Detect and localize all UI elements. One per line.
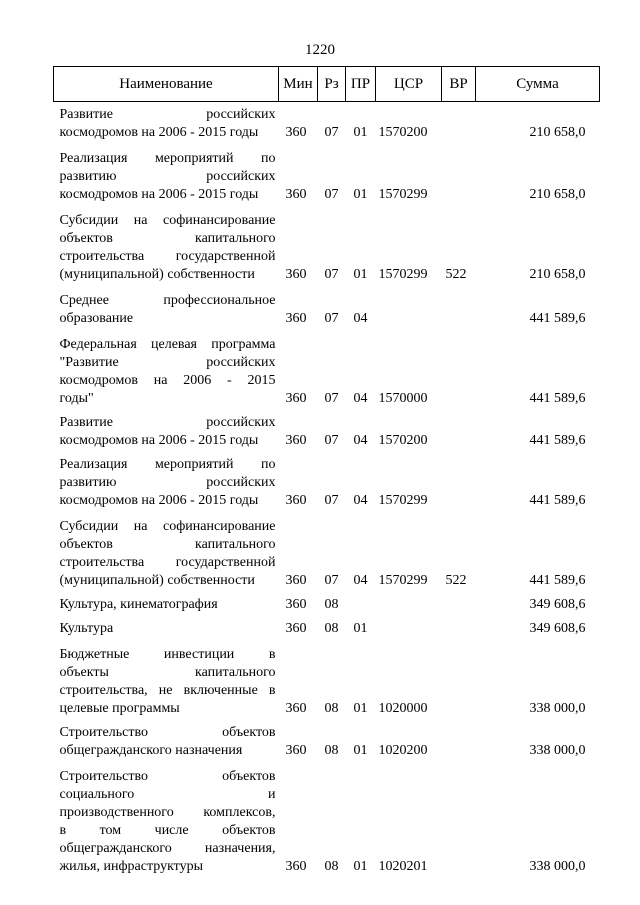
row-vr — [442, 142, 476, 204]
row-name-line: космодромов на 2006 - 2015 годы — [59, 125, 259, 140]
row-pr: 04 — [353, 573, 368, 588]
row-name-line: Культура — [59, 621, 114, 636]
row-name-line: Среднее профессиональное — [59, 293, 276, 308]
table-row — [54, 328, 600, 408]
row-name-line: строительства государственной — [59, 249, 276, 264]
row-vr — [442, 718, 476, 760]
row-csr: 1020200 — [378, 743, 428, 758]
row-min: 360 — [285, 859, 307, 874]
row-min: 360 — [285, 267, 307, 282]
row-name-line: Бюджетные инвестиции в — [59, 647, 276, 662]
row-name-line: строительства, не включенные в — [59, 683, 276, 698]
row-name-line: Субсидии на софинансирование — [59, 213, 276, 228]
row-name-line: Культура, кинематография — [59, 597, 218, 612]
row-vr — [442, 284, 476, 328]
row-csr — [376, 284, 442, 328]
row-name-line: производственного комплексов, — [59, 805, 276, 820]
row-sum: 349 608,6 — [529, 597, 586, 612]
row-name-line: Реализация мероприятий по — [59, 457, 276, 472]
row-pr: 01 — [353, 859, 368, 874]
row-rz: 07 — [324, 433, 339, 448]
row-csr: 1020201 — [378, 859, 428, 874]
row-pr: 04 — [353, 433, 368, 448]
row-name-line: Развитие российских — [59, 107, 276, 122]
row-name-line: космодромов на 2006 - 2015 годы — [59, 493, 259, 508]
row-csr: 1570000 — [378, 391, 428, 406]
row-vr — [442, 638, 476, 718]
row-name — [54, 284, 279, 328]
row-name-line: в том числе объектов — [59, 823, 276, 838]
row-pr: 01 — [353, 125, 368, 140]
row-name-line: (муниципальной) собственности — [59, 267, 255, 282]
row-csr: 1020000 — [378, 701, 428, 716]
row-pr: 01 — [353, 743, 368, 758]
row-name-line: Строительство объектов — [59, 769, 276, 784]
row-name-line: Реализация мероприятий по — [59, 151, 276, 166]
table-row — [54, 142, 600, 204]
row-name-line: космодромов на 2006 - 2015 годы — [59, 187, 259, 202]
row-rz: 07 — [324, 125, 339, 140]
row-min: 360 — [285, 187, 307, 202]
row-name-line: строительства государственной — [59, 555, 276, 570]
row-name-line: жилья, инфраструктуры — [59, 859, 204, 874]
row-name — [54, 590, 279, 614]
row-sum: 441 589,6 — [529, 433, 586, 448]
row-name-line: образование — [59, 311, 134, 326]
budget-table — [53, 66, 600, 876]
row-name — [54, 760, 279, 876]
table-row — [54, 718, 600, 760]
row-pr: 04 — [353, 493, 368, 508]
table-row — [54, 614, 600, 638]
row-name-line: объектов капитального — [59, 231, 276, 246]
table-row — [54, 204, 600, 284]
row-sum: 210 658,0 — [529, 187, 586, 202]
row-name — [54, 142, 279, 204]
table-row — [54, 408, 600, 450]
row-name — [54, 408, 279, 450]
row-rz: 08 — [324, 701, 339, 716]
row-name-line: объектов капитального — [59, 537, 276, 552]
row-vr — [442, 760, 476, 876]
row-vr — [442, 614, 476, 638]
header-pr: ПР — [346, 67, 376, 102]
row-name-line: общегражданского назначения — [59, 743, 243, 758]
table-header-row — [54, 67, 600, 102]
row-csr — [376, 614, 442, 638]
row-min: 360 — [285, 493, 307, 508]
row-name-line: социального и — [59, 787, 276, 802]
row-name-line: общегражданского назначения, — [59, 841, 276, 856]
row-name-line: "Развитие российских — [59, 355, 276, 370]
row-rz: 07 — [324, 311, 339, 326]
row-sum: 441 589,6 — [529, 573, 586, 588]
row-vr: 522 — [445, 573, 467, 588]
row-csr: 1570200 — [378, 125, 428, 140]
row-min: 360 — [285, 311, 307, 326]
row-pr: 04 — [353, 311, 368, 326]
row-vr — [442, 328, 476, 408]
row-rz: 08 — [324, 597, 339, 612]
header-rz: Рз — [318, 67, 346, 102]
row-rz: 08 — [324, 743, 339, 758]
row-rz: 08 — [324, 859, 339, 874]
row-vr — [442, 102, 476, 143]
row-name-line: объекты капитального — [59, 665, 276, 680]
row-name-line: космодромов на 2006 - 2015 годы — [59, 433, 259, 448]
row-pr: 01 — [353, 267, 368, 282]
row-csr: 1570299 — [378, 267, 428, 282]
row-min: 360 — [285, 391, 307, 406]
row-name — [54, 614, 279, 638]
row-min: 360 — [285, 701, 307, 716]
row-sum: 338 000,0 — [529, 743, 586, 758]
row-rz: 07 — [324, 493, 339, 508]
table-row — [54, 450, 600, 510]
header-sum: Сумма — [476, 67, 600, 102]
row-vr — [442, 408, 476, 450]
row-csr — [376, 590, 442, 614]
table-row — [54, 590, 600, 614]
row-sum: 338 000,0 — [529, 701, 586, 716]
row-pr: 01 — [353, 701, 368, 716]
row-rz: 08 — [324, 621, 339, 636]
row-name — [54, 204, 279, 284]
table-row — [54, 510, 600, 590]
row-min: 360 — [285, 125, 307, 140]
row-csr: 1570200 — [378, 433, 428, 448]
row-name-line: Строительство объектов — [59, 725, 276, 740]
row-vr: 522 — [445, 267, 467, 282]
row-vr — [442, 450, 476, 510]
row-min: 360 — [285, 743, 307, 758]
row-sum: 441 589,6 — [529, 311, 586, 326]
row-rz: 07 — [324, 573, 339, 588]
table-row — [54, 284, 600, 328]
row-rz: 07 — [324, 187, 339, 202]
row-name-line: Развитие российских — [59, 415, 276, 430]
row-name — [54, 638, 279, 718]
row-name — [54, 450, 279, 510]
row-name-line: целевые программы — [59, 701, 180, 716]
row-name-line: годы" — [59, 391, 94, 406]
row-name-line: развитию российских — [59, 475, 276, 490]
header-name: Наименование — [54, 67, 279, 102]
row-name — [54, 102, 279, 143]
row-name-line: Федеральная целевая программа — [59, 337, 276, 352]
row-csr: 1570299 — [378, 573, 428, 588]
row-sum: 338 000,0 — [529, 859, 586, 874]
row-name-line: развитию российских — [59, 169, 276, 184]
row-sum: 441 589,6 — [529, 493, 586, 508]
row-csr: 1570299 — [378, 187, 428, 202]
row-pr: 04 — [353, 391, 368, 406]
row-rz: 07 — [324, 391, 339, 406]
header-min: Мин — [279, 67, 318, 102]
row-min: 360 — [285, 597, 307, 612]
page-number: 1220 — [305, 42, 335, 58]
row-pr: 01 — [353, 621, 368, 636]
row-sum: 210 658,0 — [529, 267, 586, 282]
row-sum: 441 589,6 — [529, 391, 586, 406]
row-sum: 210 658,0 — [529, 125, 586, 140]
row-vr — [442, 590, 476, 614]
header-csr: ЦСР — [376, 67, 442, 102]
row-name — [54, 718, 279, 760]
header-vr: ВР — [442, 67, 476, 102]
row-sum: 349 608,6 — [529, 621, 586, 636]
row-name-line: космодромов на 2006 - 2015 — [59, 373, 276, 388]
row-min: 360 — [285, 621, 307, 636]
row-pr — [346, 590, 376, 614]
row-pr: 01 — [353, 187, 368, 202]
row-name — [54, 510, 279, 590]
row-rz: 07 — [324, 267, 339, 282]
row-csr: 1570299 — [378, 493, 428, 508]
row-min: 360 — [285, 433, 307, 448]
table-row — [54, 638, 600, 718]
row-name-line: (муниципальной) собственности — [59, 573, 255, 588]
table-row — [54, 760, 600, 876]
row-name — [54, 328, 279, 408]
table-row — [54, 102, 600, 143]
row-min: 360 — [285, 573, 307, 588]
row-name-line: Субсидии на софинансирование — [59, 519, 276, 534]
